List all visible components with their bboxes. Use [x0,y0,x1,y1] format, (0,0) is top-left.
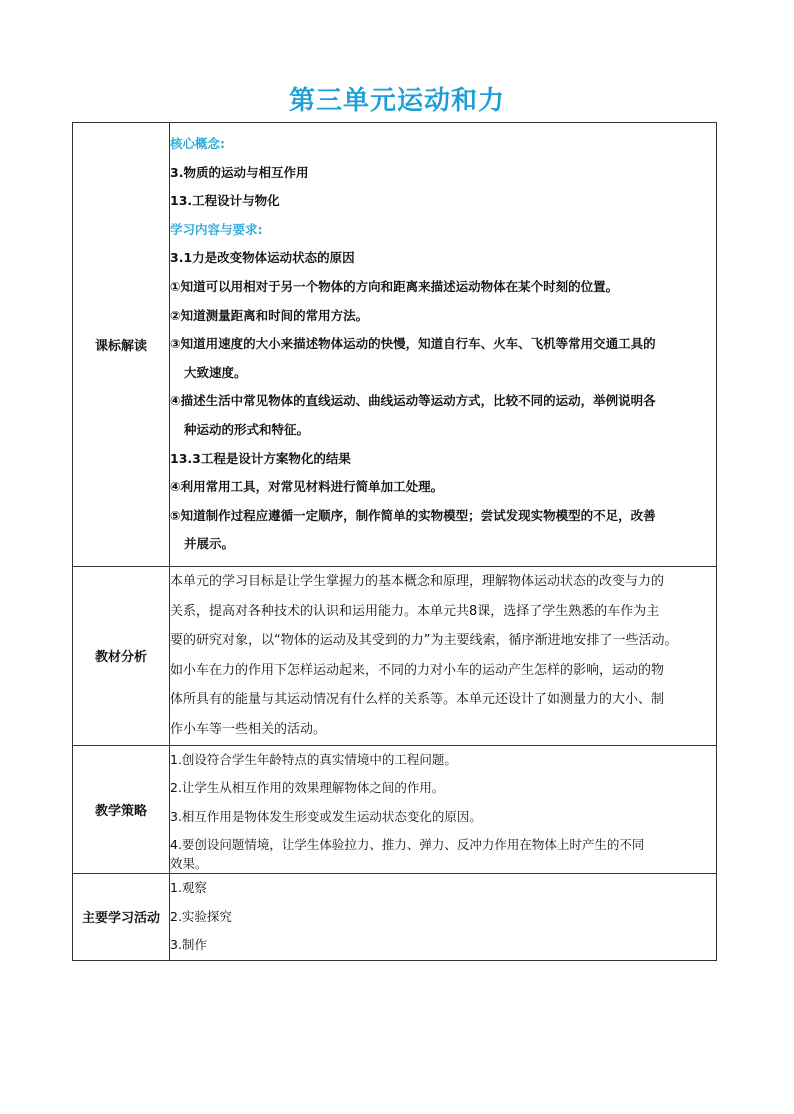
activity-item: 2.实验探究 [170,908,232,924]
requirement-line: ②知道测量距离和时间的常用方法。 [170,307,369,323]
label-standard: 课标解读 [73,123,170,567]
concept-line: 3.物质的运动与相互作用 [170,164,309,180]
material-line: 作小车等一些相关的活动。 [170,721,327,737]
requirement-line: 13.3工程是设计方案物化的结果 [170,450,351,466]
activity-item: 1.观察 [170,880,207,896]
requirement-line: ④描述生活中常见物体的直线运动、曲线运动等运动方式，比较不同的运动，举例说明各 [170,393,656,409]
label-activities: 主要学习活动 [73,874,170,961]
strategy-item: 4.要创设问题情境，让学生体验拉力、推力、弹力、反冲力作用在物体上时产生的不同 [170,837,645,853]
row-material [73,567,717,746]
material-line: 关系，提高对各种技术的认识和运用能力。本单元共8课，选择了学生熟悉的车作为主 [170,603,660,619]
label-strategy: 教学策略 [73,745,170,874]
requirement-line: ①知道可以用相对于另一个物体的方向和距离来描述运动物体在某个时刻的位置。 [170,279,619,295]
strategy-item: 1.创设符合学生年龄特点的真实情境中的工程问题。 [170,751,457,767]
strategy-item: 效果。 [170,856,208,872]
requirement-line: 种运动的形式和特征。 [184,421,310,437]
requirement-line: 大致速度。 [184,364,247,380]
content-strategy [170,745,717,874]
row-strategy [73,745,717,874]
requirement-line: 3.1力是改变物体运动状态的原因 [170,250,355,266]
content-material [170,567,717,746]
material-line: 如小车在力的作用下怎样运动起来，不同的力对小车的运动产生怎样的影响，运动的物 [170,662,665,678]
unit-plan-table [72,122,717,961]
material-line: 要的研究对象，以“物体的运动及其受到的力”为主要线索，循序渐进地安排了一些活动。 [170,633,678,649]
requirement-line: ④利用常用工具，对常见材料进行简单加工处理。 [170,479,444,495]
content-standard [170,123,717,567]
material-line: 本单元的学习目标是让学生掌握力的基本概念和原理，理解物体运动状态的改变与力的 [170,574,665,589]
concept-line: 13.工程设计与物化 [170,193,280,209]
page-title: 第三单元运动和力 [288,86,505,116]
material-line: 体所具有的能量与其运动情况有什么样的关系等。本单元还设计了如测量力的大小、制 [170,692,665,708]
content-activities [170,874,717,961]
row-activities [73,874,717,961]
requirement-line: ⑤知道制作过程应遵循一定顺序，制作简单的实物模型；尝试发现实物模型的不足，改善 [170,507,656,523]
strategy-item: 3.相互作用是物体发生形变或发生运动状态变化的原因。 [170,808,482,824]
heading-learning-requirements: 学习内容与要求: [170,221,263,237]
row-standard [73,123,717,567]
activity-item: 3.制作 [170,937,207,953]
requirement-line: ③知道用速度的大小来描述物体运动的快慢，知道自行车、火车、飞机等常用交通工具的 [170,336,656,352]
requirement-line: 并展示。 [184,536,235,552]
heading-core-concepts: 核心概念: [170,136,225,152]
label-material: 教材分析 [73,567,170,746]
strategy-item: 2.让学生从相互作用的效果理解物体之间的作用。 [170,780,445,796]
